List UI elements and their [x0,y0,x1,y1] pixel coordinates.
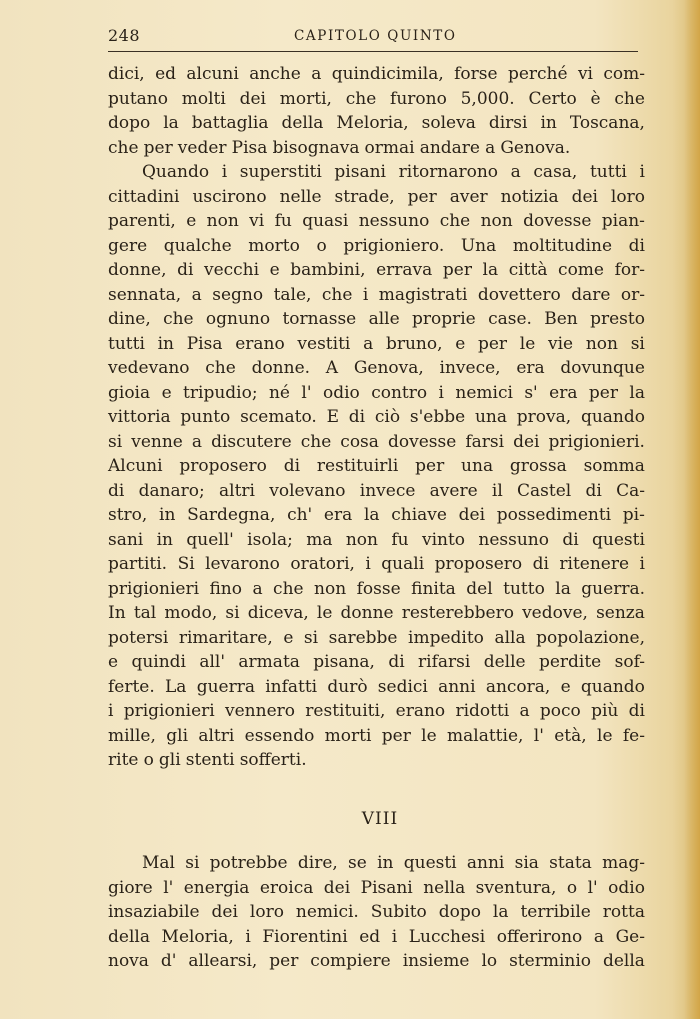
text-line: prigionieri fino a che non fosse finita del tutto la guerra. [108,578,645,599]
section-heading: VIII [361,809,399,829]
text-line: i prigionieri vennero restituiti, erano ridotti a poco più di [108,701,645,721]
text-line: giore l' energia eroica dei Pisani nella sventura, o l' odio [108,877,645,898]
text-line: parenti, e non vi fu quasi nessuno che non dovesse pian- [108,211,645,231]
text-line: insaziabile dei loro nemici. Subito dopo la terribile rotta [108,902,645,922]
section-one-text [108,62,645,773]
text-line: gere qualche morto o prigioniero. Una moltitudine di [108,235,645,256]
header-rule [108,51,638,52]
running-head: CAPITOLO QUINTO [294,28,457,44]
text-line: Alcuni proposero di restituirli per una grossa somma [108,456,645,476]
text-line: rite o gli stenti sofferti. [108,750,307,770]
text-line: dici, ed alcuni anche a quindicimila, forse perché vi com- [108,64,645,84]
text-line: putano molti dei morti, che furono 5,000. Certo è che [108,88,645,109]
text-line: nova d' allearsi, per compiere insieme lo sterminio della [108,951,645,971]
text-line: gioia e tripudio; né l' odio contro i nemici s' era per la [108,382,645,403]
text-line: partiti. Si levarono oratori, i quali proposero di ritenere i [108,554,645,574]
page-edge-shadow [684,0,700,1019]
text-line: cittadini uscirono nelle strade, per aver notizia dei loro [108,186,645,207]
text-line: e quindi all' armata pisana, di rifarsi delle perdite sof- [108,652,645,672]
text-line: In tal modo, si diceva, le donne resterebbero vedove, senza [108,603,645,623]
section-two-text [108,851,645,974]
page-header [108,24,640,50]
paragraph-first-line: Mal si potrebbe dire, se in questi anni sia stata mag- [142,853,645,873]
text-line: si venne a discutere che cosa dovesse farsi dei prigionieri. [108,431,645,452]
text-line: dopo la battaglia della Meloria, soleva dirsi in Toscana, [108,113,645,133]
text-line: della Meloria, i Fiorentini ed i Lucchesi offerirono a Ge- [108,926,645,947]
text-line: stro, in Sardegna, ch' era la chiave dei possedimenti pi- [108,505,645,525]
text-line: donne, di vecchi e bambini, errava per la città come for- [108,260,645,280]
text-line: che per veder Pisa bisognava ormai andare a Genova. [108,137,571,158]
paragraph-first-line: Quando i superstiti pisani ritornarono a casa, tutti i [142,162,645,182]
text-line: dine, che ognuno tornasse alle proprie case. Ben presto [108,309,645,329]
text-line: sennata, a segno tale, che i magistrati dovettero dare or- [108,284,645,305]
text-line: ferte. La guerra infatti durò sedici anni ancora, e quando [108,676,645,697]
text-line: vedevano che donne. A Genova, invece, era dovunque [108,358,645,378]
page-number: 248 [108,26,141,45]
text-line: mille, gli altri essendo morti per le malattie, l' età, le fe- [108,725,645,746]
text-line: vittoria punto scemato. E di ciò s'ebbe una prova, quando [108,407,645,427]
text-line: tutti in Pisa erano vestiti a bruno, e per le vie non si [108,333,645,354]
text-line: sani in quell' isola; ma non fu vinto nessuno di questi [108,529,645,550]
text-line: potersi rimaritare, e si sarebbe impedito alla popolazione, [108,627,645,648]
text-line: di danaro; altri volevano invece avere il Castel di Ca- [108,480,645,501]
